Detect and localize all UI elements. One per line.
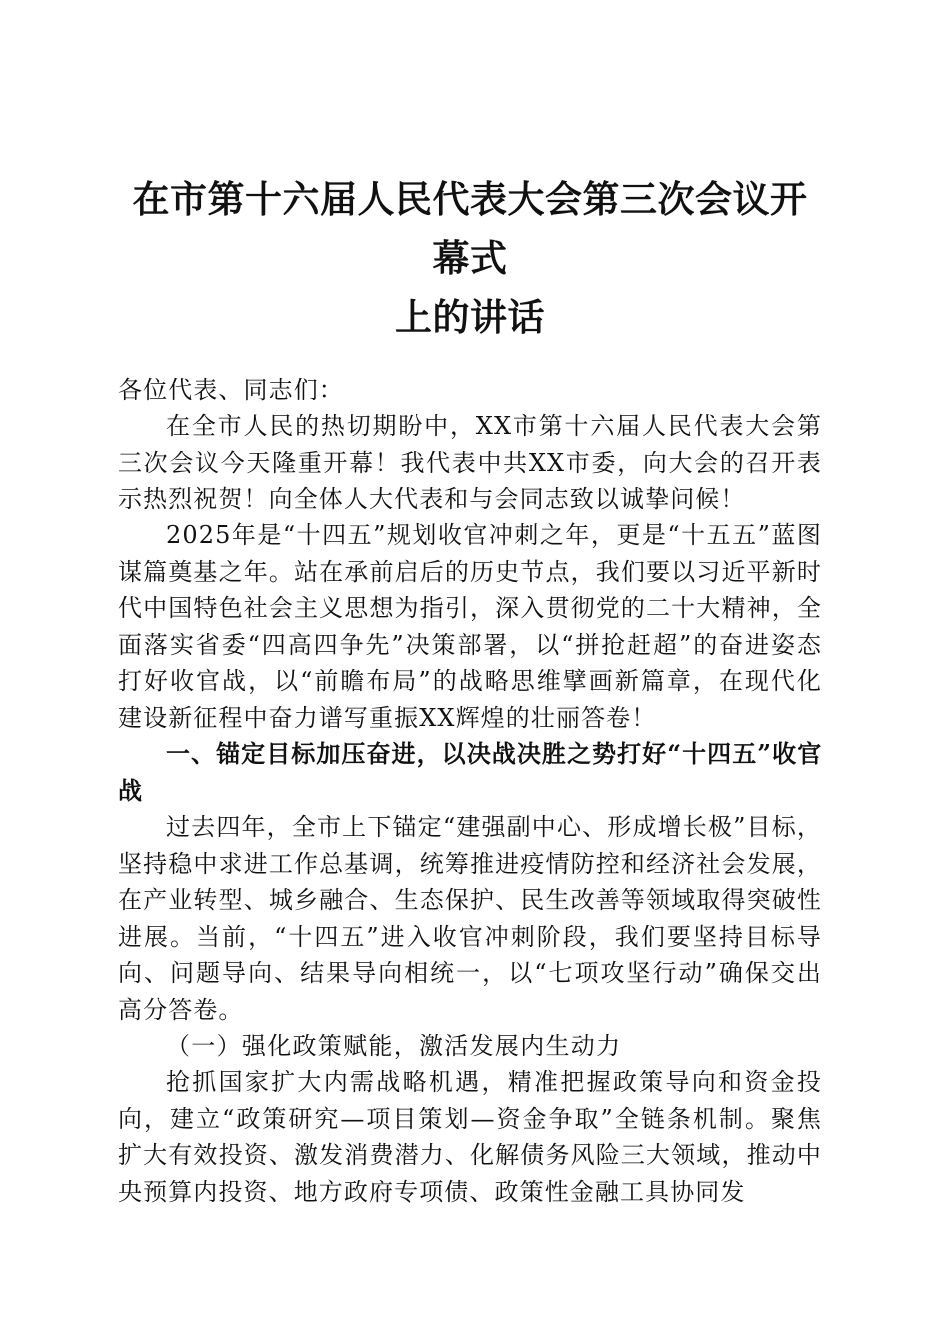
paragraph-section-1: 过去四年，全市上下锚定“建强副中心、形成增长极”目标，坚持稳中求进工作总基调，统筹推进疫情防控和经济社会发展，在产业转型、城乡融合、生态保护、民生改善等领域取得突破性进展。当前，“十四五”进入收官冲刺阶段，我们要坚持目标导向、问题导向、结果导向相统一，以“七项攻坚行动”确保交出高分答卷。 [118, 813, 822, 1024]
paragraph-opening: 在全市人民的热切期盼中，XX市第十六届人民代表大会第三次会议今天隆重开幕！我代表中共XX市委，向大会的召开表示热烈祝贺！向全体人大代表和与会同志致以诚挚问候！ [118, 412, 822, 513]
title-line-1: 在市第十六届人民代表大会第三次会议开幕式 [132, 177, 808, 281]
title-line-2: 上的讲话 [395, 295, 545, 340]
salutation: 各位代表、同志们： [118, 375, 344, 404]
subsection-heading-1: （一）强化政策赋能，激活发展内生动力 [166, 1032, 622, 1060]
paragraph-subsection-1: 抢抓国家扩大内需战略机遇，精准把握政策导向和资金投向，建立“政策研究—项目策划—资金争取”全链条机制。聚焦扩大有效投资、激发消费潜力、化解债务风险三大领域，推动中央预算内投资、地方政府专项债、政策性金融工具协同发 [118, 1068, 822, 1206]
document-body [118, 372, 822, 1211]
paragraph-overview: 2025年是“十四五”规划收官冲刺之年，更是“十五五”蓝图谋篇奠基之年。站在承前启后的历史节点，我们要以习近平新时代中国特色社会主义思想为指引，深入贯彻党的二十大精神，全面落实省委“四高四争先”决策部署，以“拼抢赶超”的奋进姿态打好收官战，以“前瞻布局”的战略思维擘画新篇章，在现代化建设新征程中奋力谱写重振XX辉煌的壮丽答卷！ [118, 521, 822, 732]
document-title [118, 170, 822, 348]
section-heading-1: 一、锚定目标加压奋进，以决战决胜之势打好“十四五”收官战 [118, 739, 822, 805]
